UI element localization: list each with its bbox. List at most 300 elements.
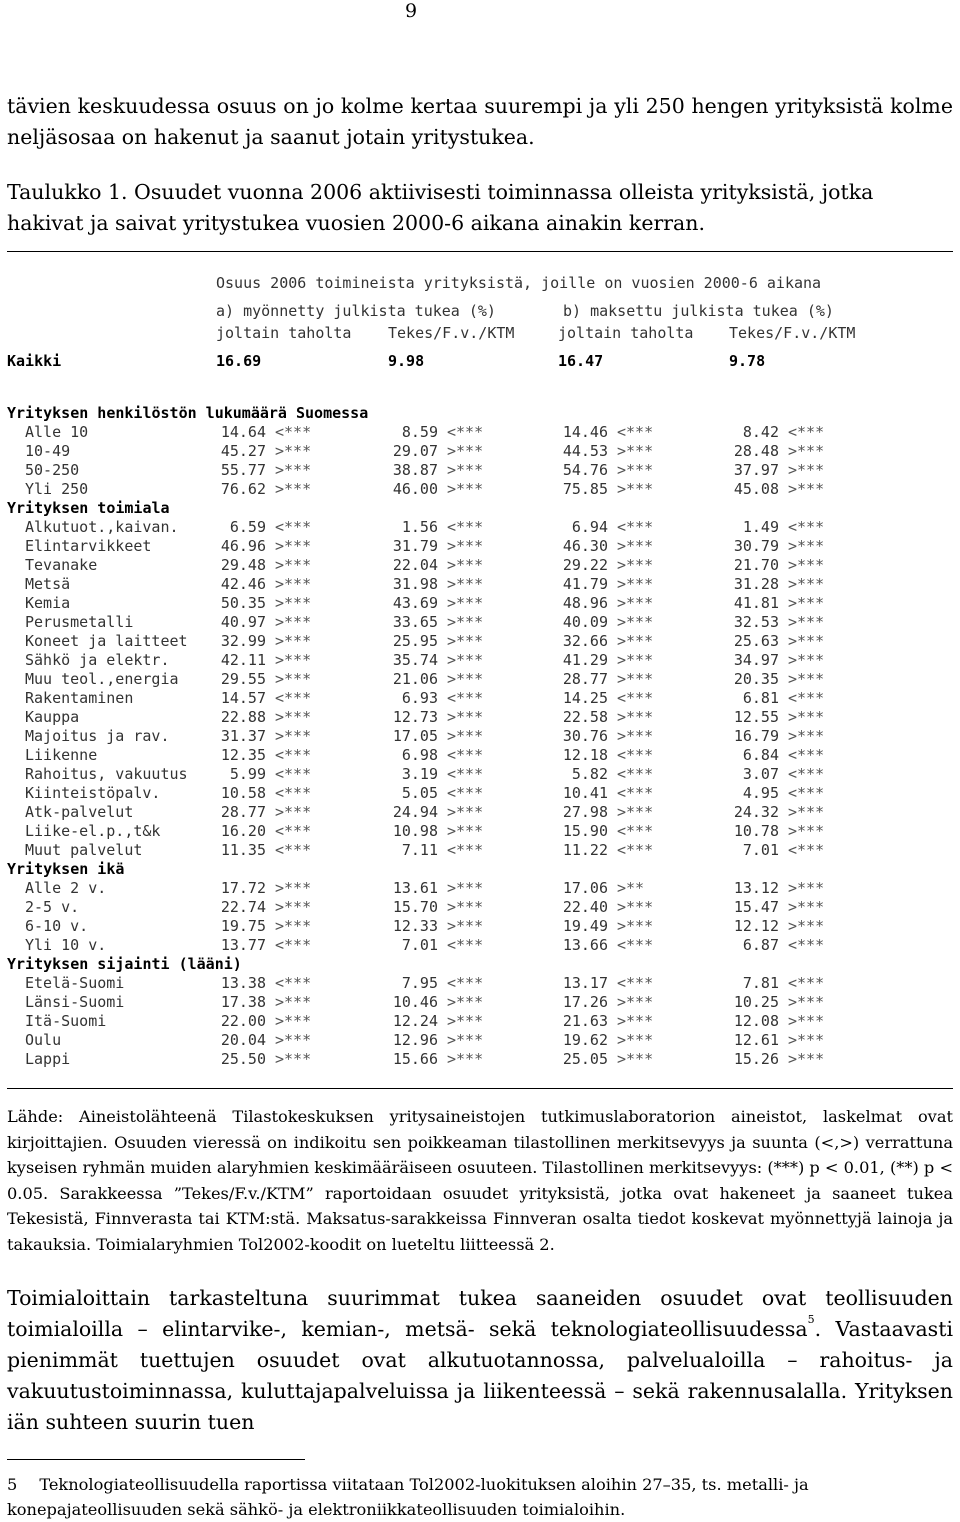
significance-marker: >*** — [788, 480, 825, 498]
significance-marker: >*** — [447, 1050, 484, 1068]
footnote — [7, 1472, 953, 1522]
footnote-separator — [7, 1459, 305, 1460]
row-label: Perusmetalli — [25, 613, 134, 631]
significance-marker: <*** — [275, 822, 312, 840]
row-value: 12.18 — [562, 746, 608, 764]
significance-marker: <*** — [788, 746, 825, 764]
significance-marker: >*** — [275, 461, 312, 479]
row-label: Alkutuot.,kaivan. — [25, 518, 179, 536]
row-value: 4.95 — [742, 784, 779, 802]
significance-marker: >*** — [788, 556, 825, 574]
significance-marker: >*** — [447, 727, 484, 745]
row-value: 25.05 — [562, 1050, 608, 1068]
row-value: 17.72 — [220, 879, 266, 897]
significance-marker: <*** — [617, 822, 654, 840]
significance-marker: >*** — [447, 461, 484, 479]
significance-marker: >*** — [275, 898, 312, 916]
row-value: 41.81 — [733, 594, 779, 612]
row-value: 20.35 — [733, 670, 779, 688]
row-value: 8.42 — [742, 423, 779, 441]
row-label: Oulu — [25, 1031, 62, 1049]
row-value: 28.48 — [733, 442, 779, 460]
row-label: 50-250 — [25, 461, 80, 479]
significance-marker: >*** — [275, 670, 312, 688]
row-value: 22.58 — [562, 708, 608, 726]
row-value: 46.30 — [562, 537, 608, 555]
row-value: 12.73 — [392, 708, 438, 726]
significance-marker: <*** — [788, 936, 825, 954]
significance-marker: <*** — [617, 974, 654, 992]
significance-marker: >*** — [447, 917, 484, 935]
significance-marker: <*** — [447, 518, 484, 536]
significance-marker: >*** — [617, 803, 654, 821]
col-a-header: a) myönnetty julkista tukea (%) — [216, 302, 496, 320]
significance-marker: >*** — [788, 613, 825, 631]
row-value: 15.90 — [562, 822, 608, 840]
row-value: 12.55 — [733, 708, 779, 726]
significance-marker: >*** — [447, 708, 484, 726]
row-value: 22.88 — [220, 708, 266, 726]
significance-marker: >*** — [788, 461, 825, 479]
row-label: Yli 10 v. — [25, 936, 107, 954]
row-value: 6.98 — [401, 746, 438, 764]
row-value: 22.40 — [562, 898, 608, 916]
row-value: 5.05 — [401, 784, 438, 802]
row-value: 25.63 — [733, 632, 779, 650]
significance-marker: >*** — [788, 575, 825, 593]
row-value: 30.76 — [562, 727, 608, 745]
row-value: 14.46 — [562, 423, 608, 441]
row-value: 17.06 — [562, 879, 608, 897]
row-value: 16.20 — [220, 822, 266, 840]
significance-marker: <*** — [447, 689, 484, 707]
row-label: Liikenne — [25, 746, 98, 764]
significance-marker: <*** — [788, 765, 825, 783]
row-label: Tevanake — [25, 556, 98, 574]
row-value: 7.01 — [742, 841, 779, 859]
table-super-header: Osuus 2006 toimineista yrityksistä, joille on vuosien 2000-6 aikana — [216, 274, 822, 292]
significance-marker: >*** — [617, 1031, 654, 1049]
significance-marker: <*** — [275, 746, 312, 764]
row-value: 22.04 — [392, 556, 438, 574]
row-value: 7.95 — [401, 974, 438, 992]
significance-marker: >*** — [447, 822, 484, 840]
significance-marker: <*** — [788, 974, 825, 992]
significance-marker: >*** — [275, 537, 312, 555]
significance-marker: >*** — [275, 917, 312, 935]
row-value: 30.79 — [733, 537, 779, 555]
significance-marker: >*** — [617, 993, 654, 1011]
significance-marker: >*** — [447, 993, 484, 1011]
significance-marker: <*** — [617, 689, 654, 707]
row-value: 12.96 — [392, 1031, 438, 1049]
significance-marker: >*** — [617, 898, 654, 916]
row-label: 2-5 v. — [25, 898, 80, 916]
row-label: Elintarvikkeet — [25, 537, 152, 555]
row-value: 13.17 — [562, 974, 608, 992]
significance-marker: <*** — [447, 423, 484, 441]
row-label: Metsä — [25, 575, 71, 593]
row-label: Muut palvelut — [25, 841, 143, 859]
significance-marker: <*** — [447, 974, 484, 992]
row-label: Rakentaminen — [25, 689, 134, 707]
significance-marker: >*** — [788, 594, 825, 612]
row-value: 6.94 — [571, 518, 608, 536]
row-label: Länsi-Suomi — [25, 993, 125, 1011]
row-value: 43.69 — [392, 594, 438, 612]
body-text-2: . Vastaavasti pienimmät tuettujen osuudet ovat alkutuotannossa, palvelualoilla – rahoitus- ja vakuutustoiminnassa, kuluttajapalveluissa ja liikenteessä – sekä rakennusalalla. Yrityksen iän suhteen suurin tuen — [7, 1317, 953, 1434]
row-value: 55.77 — [220, 461, 266, 479]
row-label: Rahoitus, vakuutus — [25, 765, 188, 783]
significance-marker: >*** — [788, 917, 825, 935]
significance-marker: >*** — [617, 708, 654, 726]
row-value: 14.64 — [220, 423, 266, 441]
row-value: 34.97 — [733, 651, 779, 669]
row-value: 17.05 — [392, 727, 438, 745]
significance-marker: <*** — [275, 936, 312, 954]
significance-marker: >*** — [788, 822, 825, 840]
row-value: 42.11 — [220, 651, 266, 669]
significance-marker: >*** — [788, 1012, 825, 1030]
row-value: 7.11 — [401, 841, 438, 859]
significance-marker: >*** — [788, 708, 825, 726]
significance-marker: >*** — [788, 898, 825, 916]
significance-marker: >*** — [275, 613, 312, 631]
row-value: 13.12 — [733, 879, 779, 897]
row-value: 11.35 — [220, 841, 266, 859]
significance-marker: >*** — [447, 1012, 484, 1030]
significance-marker: >*** — [447, 670, 484, 688]
significance-marker: >*** — [617, 670, 654, 688]
significance-marker: >*** — [617, 1050, 654, 1068]
significance-marker: <*** — [788, 784, 825, 802]
significance-marker: <*** — [447, 784, 484, 802]
row-value: 25.50 — [220, 1050, 266, 1068]
significance-marker: >*** — [617, 632, 654, 650]
row-value: 10.58 — [220, 784, 266, 802]
significance-marker: >*** — [447, 480, 484, 498]
significance-marker: >*** — [617, 575, 654, 593]
row-label: Koneet ja laitteet — [25, 632, 188, 650]
row-value: 3.07 — [742, 765, 779, 783]
row-label: Itä-Suomi — [25, 1012, 107, 1030]
significance-marker: <*** — [617, 765, 654, 783]
row-value: 22.74 — [220, 898, 266, 916]
significance-marker: >*** — [447, 442, 484, 460]
total-v2: 9.98 — [388, 352, 425, 370]
significance-marker: >*** — [788, 879, 825, 897]
row-label: Sähkö ja elektr. — [25, 651, 170, 669]
row-value: 11.22 — [562, 841, 608, 859]
significance-marker: >*** — [788, 632, 825, 650]
row-value: 75.85 — [562, 480, 608, 498]
significance-marker: >*** — [447, 879, 484, 897]
row-value: 31.79 — [392, 537, 438, 555]
section-heading: Yrityksen henkilöstön lukumäärä Suomessa — [7, 404, 369, 422]
row-value: 15.70 — [392, 898, 438, 916]
row-value: 21.70 — [733, 556, 779, 574]
row-value: 29.07 — [392, 442, 438, 460]
significance-marker: <*** — [788, 841, 825, 859]
row-value: 17.38 — [220, 993, 266, 1011]
significance-marker: >*** — [275, 1012, 312, 1030]
significance-marker: >*** — [275, 556, 312, 574]
significance-marker: <*** — [617, 841, 654, 859]
significance-marker: <*** — [617, 746, 654, 764]
significance-marker: >*** — [447, 898, 484, 916]
significance-marker: >*** — [275, 993, 312, 1011]
row-value: 16.79 — [733, 727, 779, 745]
row-label: Kemia — [25, 594, 71, 612]
row-value: 12.61 — [733, 1031, 779, 1049]
significance-marker: >*** — [617, 461, 654, 479]
body-paragraph — [7, 1283, 953, 1438]
source-note: Lähde: Aineistolähteenä Tilastokeskuksen yritysaineistojen tutkimuslaboratorion aineistot, laskelmat ovat kirjoittajien. Osuuden vieressä on indikoitu sen poikkeaman tilastollinen merkitsevyys ja suunta (<,>) verrattuna kyseisen ryhmän muiden alaryhmien keskimääräiseen osuuteen. Tilastollinen merkitsevyys: (***) p < 0.01, (**) p < 0.05. Sarakkeessa ”Tekes/F.v./KTM” raportoidaan osuudet yrityksistä, jotka ovat hakeneet ja saaneet tukea Tekesistä, Finnverasta tai KTM:stä. Maksatus-sarakkeissa Finnveran osalta tiedot koskevat myönnettyjä lainoja ja takauksia. Toimialaryhmien Tol2002-koodit on lueteltu liitteessä 2. — [7, 1107, 954, 1254]
significance-marker: >*** — [788, 1031, 825, 1049]
row-value: 10.46 — [392, 993, 438, 1011]
significance-marker: >*** — [617, 442, 654, 460]
significance-marker: >*** — [788, 993, 825, 1011]
col-b-sub2-header: Tekes/F.v./KTM — [729, 324, 856, 342]
col-a-sub2-header: Tekes/F.v./KTM — [388, 324, 515, 342]
row-value: 41.79 — [562, 575, 608, 593]
row-label: Majoitus ja rav. — [25, 727, 170, 745]
row-value: 21.06 — [392, 670, 438, 688]
row-value: 20.04 — [220, 1031, 266, 1049]
row-value: 28.77 — [220, 803, 266, 821]
section-heading: Yrityksen ikä — [7, 860, 125, 878]
row-value: 17.26 — [562, 993, 608, 1011]
row-value: 29.55 — [220, 670, 266, 688]
significance-marker: >*** — [617, 480, 654, 498]
row-value: 24.94 — [392, 803, 438, 821]
significance-marker: >*** — [617, 613, 654, 631]
row-value: 44.53 — [562, 442, 608, 460]
col-b-sub1-header: joltain taholta — [558, 324, 694, 342]
row-value: 14.57 — [220, 689, 266, 707]
row-value: 40.97 — [220, 613, 266, 631]
significance-marker: >*** — [617, 1012, 654, 1030]
row-label: Etelä-Suomi — [25, 974, 125, 992]
row-value: 54.76 — [562, 461, 608, 479]
row-value: 12.24 — [392, 1012, 438, 1030]
total-label: Kaikki — [7, 352, 62, 370]
row-label: Alle 10 — [25, 423, 89, 441]
row-value: 76.62 — [220, 480, 266, 498]
significance-marker: >*** — [617, 556, 654, 574]
row-value: 10.41 — [562, 784, 608, 802]
row-value: 32.99 — [220, 632, 266, 650]
row-value: 6.87 — [742, 936, 779, 954]
significance-marker: <*** — [275, 841, 312, 859]
row-value: 15.26 — [733, 1050, 779, 1068]
significance-marker: >*** — [275, 708, 312, 726]
row-value: 6.81 — [742, 689, 779, 707]
row-label: Kiinteistöpalv. — [25, 784, 161, 802]
row-label: 6-10 v. — [25, 917, 89, 935]
table-caption: Taulukko 1. Osuudet vuonna 2006 aktiivisesti toiminnassa olleista yrityksistä, jotka hakivat ja saivat yritystukea vuosien 2000-6 aikana ainakin kerran. — [7, 180, 874, 235]
row-value: 13.38 — [220, 974, 266, 992]
row-value: 45.27 — [220, 442, 266, 460]
row-value: 6.59 — [229, 518, 266, 536]
significance-marker: >*** — [447, 594, 484, 612]
significance-marker: >*** — [788, 442, 825, 460]
row-value: 42.46 — [220, 575, 266, 593]
intro-paragraph: tävien keskuudessa osuus on jo kolme kertaa suurempi ja yli 250 hengen yrityksistä kolme neljäsosaa on hakenut ja saanut jotain yritystukea. — [7, 94, 953, 149]
significance-marker: >*** — [617, 727, 654, 745]
row-value: 1.49 — [742, 518, 779, 536]
significance-marker: >*** — [275, 575, 312, 593]
significance-marker: >*** — [275, 803, 312, 821]
row-value: 29.22 — [562, 556, 608, 574]
row-value: 28.77 — [562, 670, 608, 688]
row-label: Liike-el.p.,t&k — [25, 822, 161, 840]
row-value: 37.97 — [733, 461, 779, 479]
row-value: 3.19 — [401, 765, 438, 783]
total-v3: 16.47 — [558, 352, 604, 370]
row-value: 10.78 — [733, 822, 779, 840]
significance-marker: >*** — [275, 594, 312, 612]
significance-marker: >*** — [788, 651, 825, 669]
row-value: 40.09 — [562, 613, 608, 631]
section-heading: Yrityksen sijainti (lääni) — [7, 955, 242, 973]
row-value: 31.37 — [220, 727, 266, 745]
row-value: 41.29 — [562, 651, 608, 669]
footnote-number: 5 — [7, 1475, 18, 1494]
significance-marker: <*** — [788, 518, 825, 536]
row-value: 25.95 — [392, 632, 438, 650]
significance-marker: <*** — [447, 746, 484, 764]
significance-marker: <*** — [788, 423, 825, 441]
significance-marker: >*** — [275, 879, 312, 897]
significance-marker: >*** — [447, 537, 484, 555]
significance-marker: >** — [617, 879, 645, 897]
row-value: 15.66 — [392, 1050, 438, 1068]
significance-marker: >*** — [788, 1050, 825, 1068]
row-value: 22.00 — [220, 1012, 266, 1030]
significance-marker: >*** — [447, 575, 484, 593]
significance-marker: <*** — [788, 689, 825, 707]
row-value: 29.48 — [220, 556, 266, 574]
significance-marker: <*** — [617, 423, 654, 441]
significance-marker: >*** — [275, 727, 312, 745]
total-v4: 9.78 — [729, 352, 766, 370]
significance-marker: >*** — [447, 803, 484, 821]
significance-marker: <*** — [447, 765, 484, 783]
significance-marker: >*** — [617, 594, 654, 612]
row-value: 45.08 — [733, 480, 779, 498]
footnote-text: Teknologiateollisuudella raportissa viitataan Tol2002-luokituksen aloihin 27–35, ts. metalli- ja konepajateollisuuden sekä sähkö- ja elektroniikkateollisuuden toimialoihin. — [7, 1475, 809, 1519]
significance-marker: <*** — [275, 689, 312, 707]
significance-marker: <*** — [447, 841, 484, 859]
significance-marker: >*** — [617, 651, 654, 669]
row-value: 6.84 — [742, 746, 779, 764]
row-value: 31.98 — [392, 575, 438, 593]
table-bottom-rule — [7, 1088, 953, 1089]
row-value: 5.82 — [571, 765, 608, 783]
row-value: 19.62 — [562, 1031, 608, 1049]
row-value: 7.01 — [401, 936, 438, 954]
significance-marker: >*** — [275, 1050, 312, 1068]
row-label: Atk-palvelut — [25, 803, 134, 821]
row-value: 21.63 — [562, 1012, 608, 1030]
row-value: 13.61 — [392, 879, 438, 897]
row-label: Alle 2 v. — [25, 879, 107, 897]
row-value: 31.28 — [733, 575, 779, 593]
row-value: 27.98 — [562, 803, 608, 821]
row-value: 19.75 — [220, 917, 266, 935]
row-value: 1.56 — [401, 518, 438, 536]
significance-marker: >*** — [447, 1031, 484, 1049]
row-value: 13.77 — [220, 936, 266, 954]
row-value: 46.00 — [392, 480, 438, 498]
significance-marker: >*** — [275, 480, 312, 498]
body-text-1: Toimialoittain tarkasteltuna suurimmat tukea saaneiden osuudet ovat teollisuuden toimialoilla – elintarvike-, kemian-, metsä- sekä teknologiateollisuudessa — [7, 1286, 953, 1341]
significance-marker: <*** — [275, 423, 312, 441]
significance-marker: >*** — [788, 670, 825, 688]
row-value: 19.49 — [562, 917, 608, 935]
row-value: 10.25 — [733, 993, 779, 1011]
row-value: 12.35 — [220, 746, 266, 764]
significance-marker: <*** — [617, 518, 654, 536]
significance-marker: >*** — [617, 917, 654, 935]
row-value: 14.25 — [562, 689, 608, 707]
row-label: Muu teol.,energia — [25, 670, 179, 688]
row-value: 7.81 — [742, 974, 779, 992]
row-value: 15.47 — [733, 898, 779, 916]
row-value: 50.35 — [220, 594, 266, 612]
significance-marker: >*** — [275, 632, 312, 650]
significance-marker: >*** — [447, 651, 484, 669]
significance-marker: >*** — [617, 537, 654, 555]
row-value: 6.93 — [401, 689, 438, 707]
significance-marker: <*** — [447, 936, 484, 954]
row-value: 32.66 — [562, 632, 608, 650]
significance-marker: >*** — [447, 613, 484, 631]
row-value: 10.98 — [392, 822, 438, 840]
footnote-ref: 5 — [807, 1313, 815, 1326]
significance-marker: >*** — [275, 1031, 312, 1049]
significance-marker: >*** — [275, 651, 312, 669]
total-v1: 16.69 — [216, 352, 262, 370]
significance-marker: <*** — [617, 936, 654, 954]
row-value: 33.65 — [392, 613, 438, 631]
significance-marker: <*** — [275, 784, 312, 802]
section-heading: Yrityksen toimiala — [7, 499, 170, 517]
row-value: 46.96 — [220, 537, 266, 555]
row-value: 13.66 — [562, 936, 608, 954]
significance-marker: >*** — [447, 632, 484, 650]
significance-marker: >*** — [447, 556, 484, 574]
col-a-sub1-header: joltain taholta — [216, 324, 352, 342]
col-b-header: b) maksettu julkista tukea (%) — [563, 302, 834, 320]
row-value: 5.99 — [229, 765, 266, 783]
significance-marker: >*** — [788, 537, 825, 555]
table-top-rule — [7, 251, 953, 252]
significance-marker: <*** — [275, 765, 312, 783]
significance-marker: >*** — [788, 727, 825, 745]
row-label: Lappi — [25, 1050, 71, 1068]
row-value: 35.74 — [392, 651, 438, 669]
row-value: 38.87 — [392, 461, 438, 479]
row-value: 12.08 — [733, 1012, 779, 1030]
significance-marker: <*** — [275, 518, 312, 536]
significance-marker: <*** — [617, 784, 654, 802]
row-label: Yli 250 — [25, 480, 89, 498]
row-value: 8.59 — [401, 423, 438, 441]
row-label: 10-49 — [25, 442, 71, 460]
row-value: 12.33 — [392, 917, 438, 935]
